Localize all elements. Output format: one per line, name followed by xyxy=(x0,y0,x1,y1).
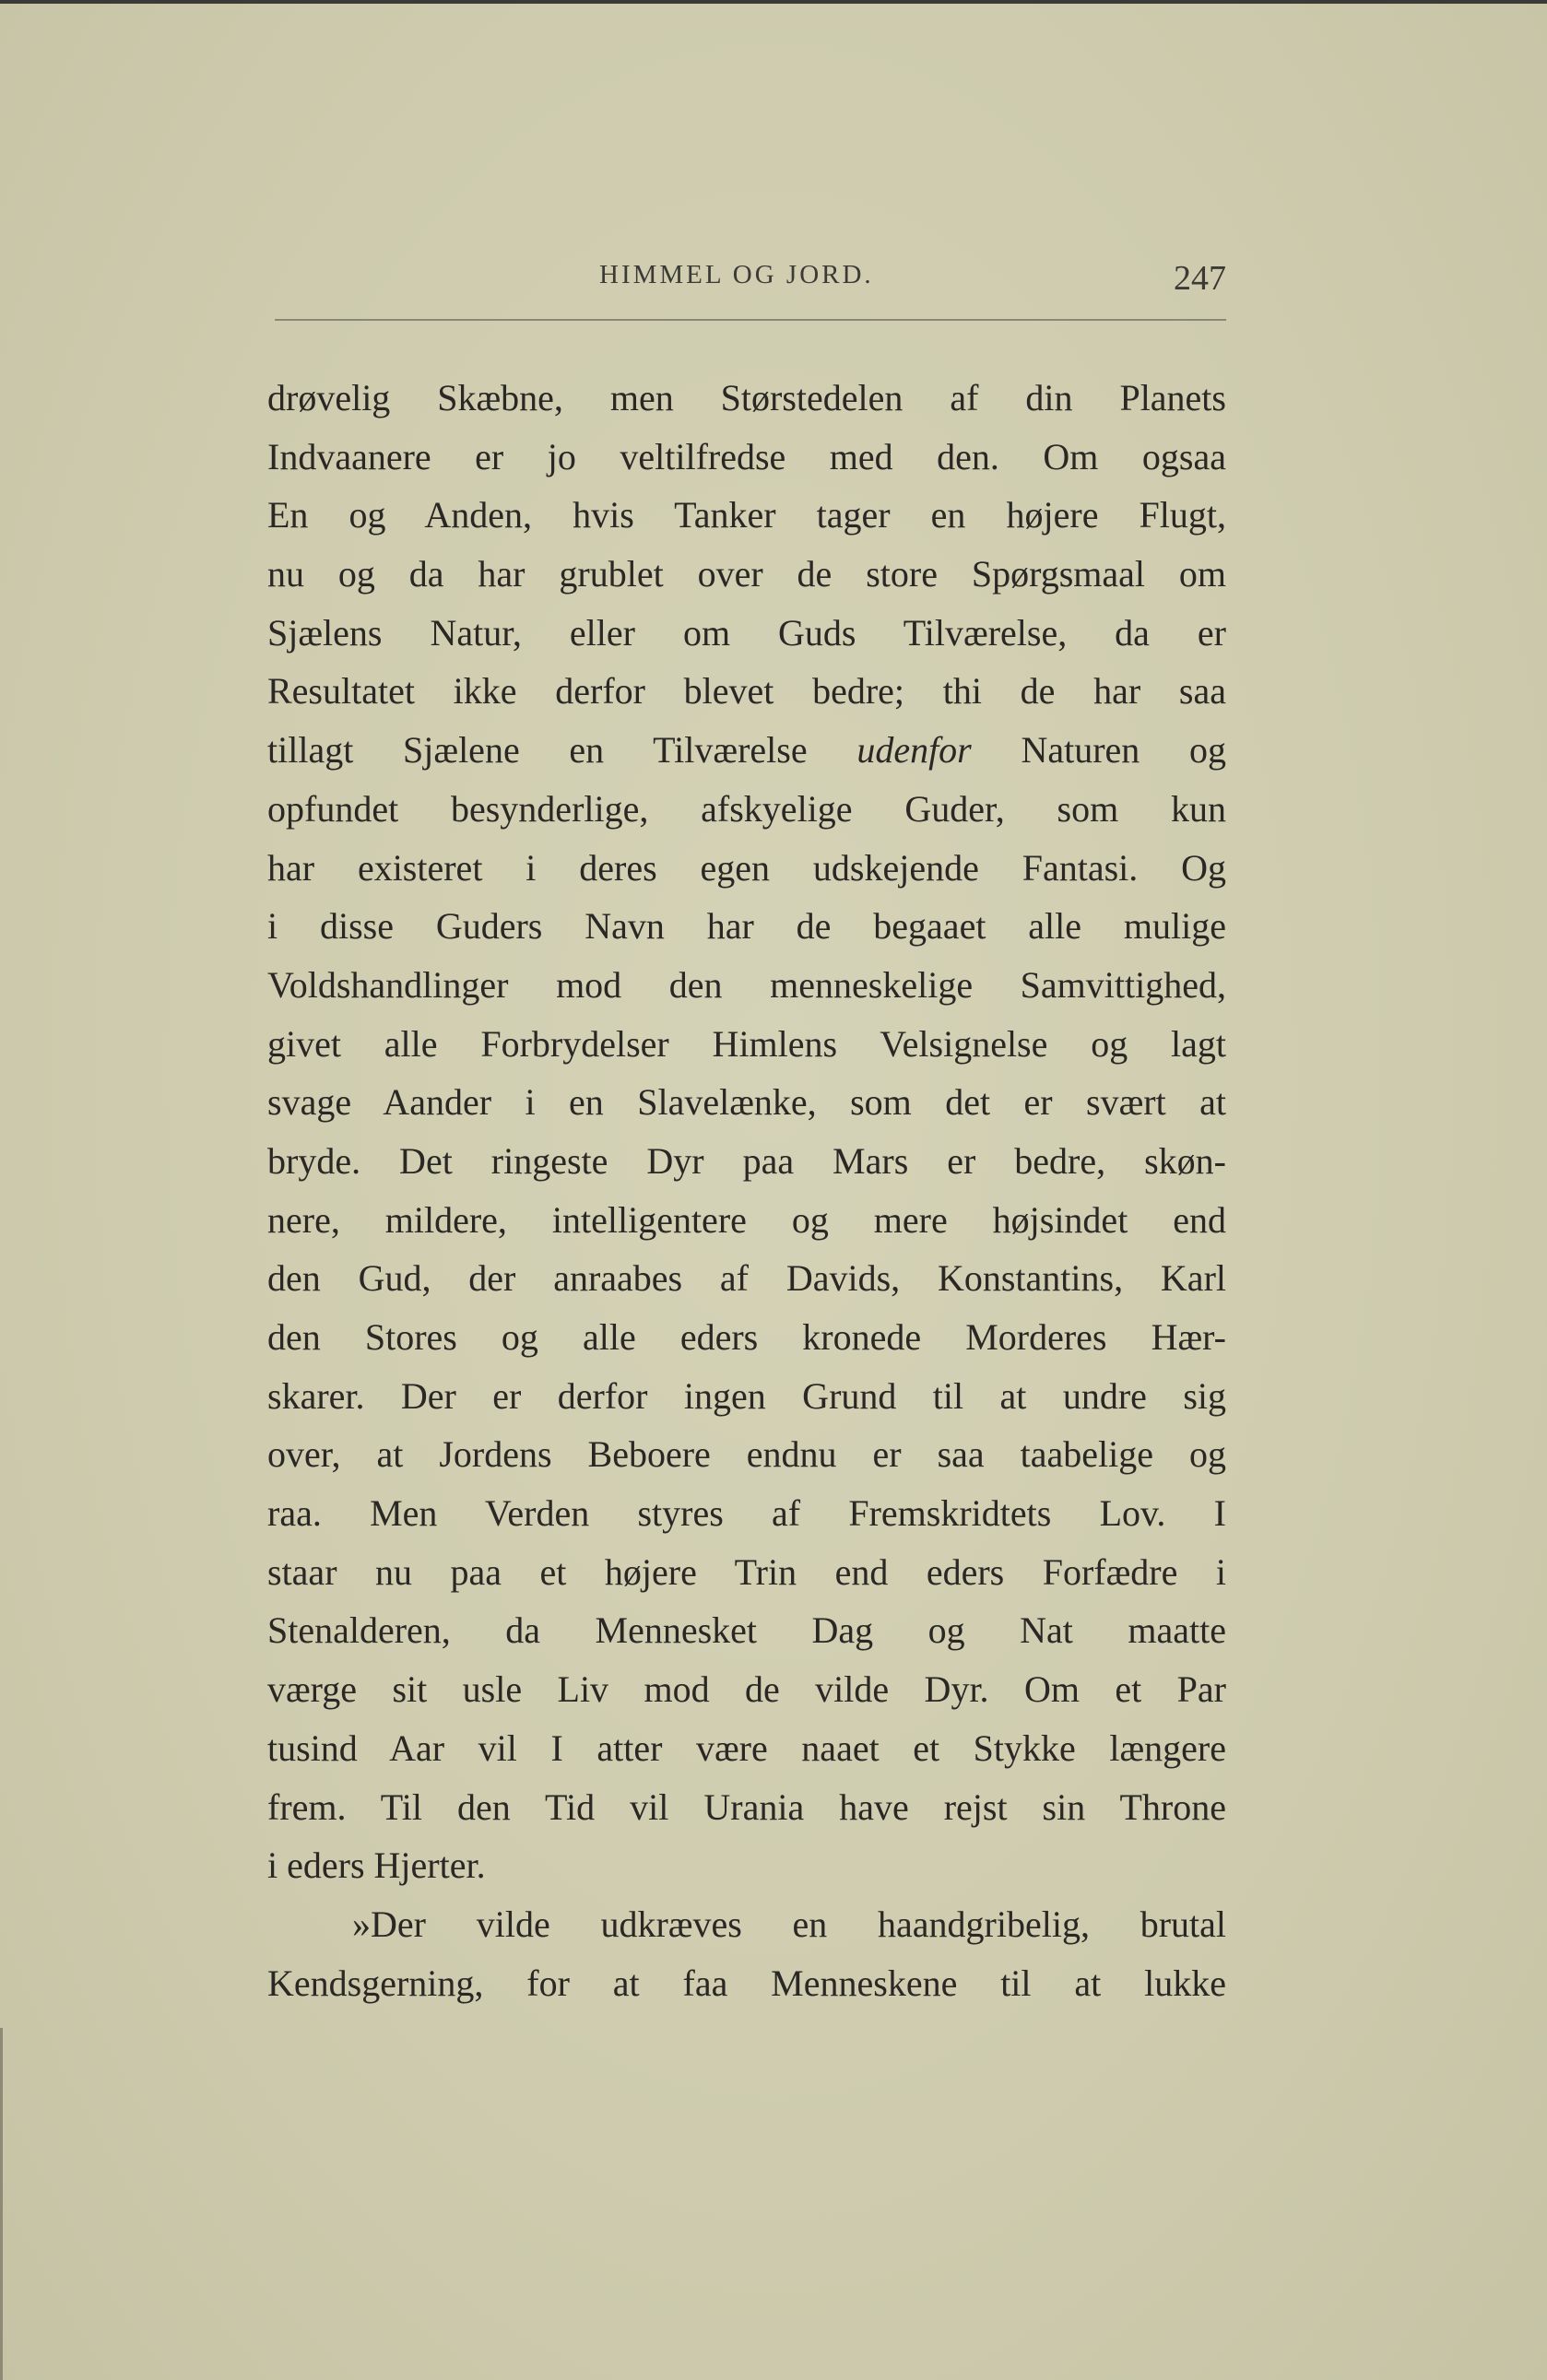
text-line: Stenalderen, da Mennesket Dag og Nat maatte xyxy=(267,1609,1226,1652)
page-number: 247 xyxy=(1174,259,1226,298)
text-line: En og Anden, hvis Tanker tager en højere Flugt, xyxy=(267,494,1226,536)
text-segment: Naturen og xyxy=(971,729,1227,772)
text-line: bryde. Det ringeste Dyr paa Mars er bedre, skøn- xyxy=(267,1139,1226,1182)
body-text xyxy=(267,369,1226,2012)
text-line: Indvaanere er jo veltilfredse med den. Om ogsaa xyxy=(267,435,1226,477)
italic-word: udenfor xyxy=(856,729,972,772)
running-head xyxy=(267,260,1226,302)
text-line: skarer. Der er derfor ingen Grund til at undre sig xyxy=(267,1374,1226,1417)
text-line: drøvelig Skæbne, men Størstedelen af din Planets xyxy=(267,377,1226,418)
text-line: opfundet besynderlige, afskyelige Guder, som kun xyxy=(267,787,1226,830)
text-line: over, at Jordens Beboere endnu er saa taabelige og xyxy=(267,1433,1226,1476)
scan-top-edge xyxy=(0,0,1547,4)
text-line: Kendsgerning, for at faa Menneskene til at lukke xyxy=(267,1962,1226,2004)
header-rule xyxy=(275,319,1226,321)
scan-left-edge xyxy=(0,2028,3,2380)
text-line: den Stores og alle eders kronede Morderes Hær- xyxy=(267,1316,1226,1358)
text-line: frem. Til den Tid vil Urania have rejst sin Throne xyxy=(267,1785,1226,1828)
text-line: nere, mildere, intelligentere og mere højsindet end xyxy=(267,1198,1226,1241)
text-line: værge sit usle Liv mod de vilde Dyr. Om et Par xyxy=(267,1668,1226,1711)
text-line: i eders Hjerter. xyxy=(267,1844,486,1887)
text-line: i disse Guders Navn har de begaaet alle mulige xyxy=(267,905,1226,948)
text-line: »Der vilde udkræves en haandgribelig, brutal xyxy=(352,1903,1226,1945)
text-line: har existeret i deres egen udskejende Fantasi. Og xyxy=(267,846,1226,889)
text-line: tusind Aar vil I atter være naaet et Stykke længere xyxy=(267,1726,1226,1769)
text-line: svage Aander i en Slavelænke, som det er svært at xyxy=(267,1081,1226,1124)
text-line: Resultatet ikke derfor blevet bedre; thi de har saa xyxy=(267,670,1226,713)
text-line: Voldshandlinger mod den menneskelige Samvittighed, xyxy=(267,963,1226,1006)
text-line: den Gud, der anraabes af Davids, Konstantins, Karl xyxy=(267,1257,1226,1300)
text-segment: tillagt Sjælene en Tilværelse xyxy=(267,729,857,772)
text-line: staar nu paa et højere Trin end eders Forfædre i xyxy=(267,1550,1226,1593)
text-line: raa. Men Verden styres af Fremskridtets Lov. I xyxy=(267,1492,1226,1535)
text-line: Sjælens Natur, eller om Guds Tilværelse, da er xyxy=(267,611,1226,654)
text-line: givet alle Forbrydelser Himlens Velsignelse og lagt xyxy=(267,1022,1226,1065)
text-line: nu og da har grublet over de store Spørgsmaal om xyxy=(267,553,1226,595)
text-line xyxy=(267,721,1226,780)
running-title: HIMMEL OG JORD. xyxy=(599,260,874,289)
